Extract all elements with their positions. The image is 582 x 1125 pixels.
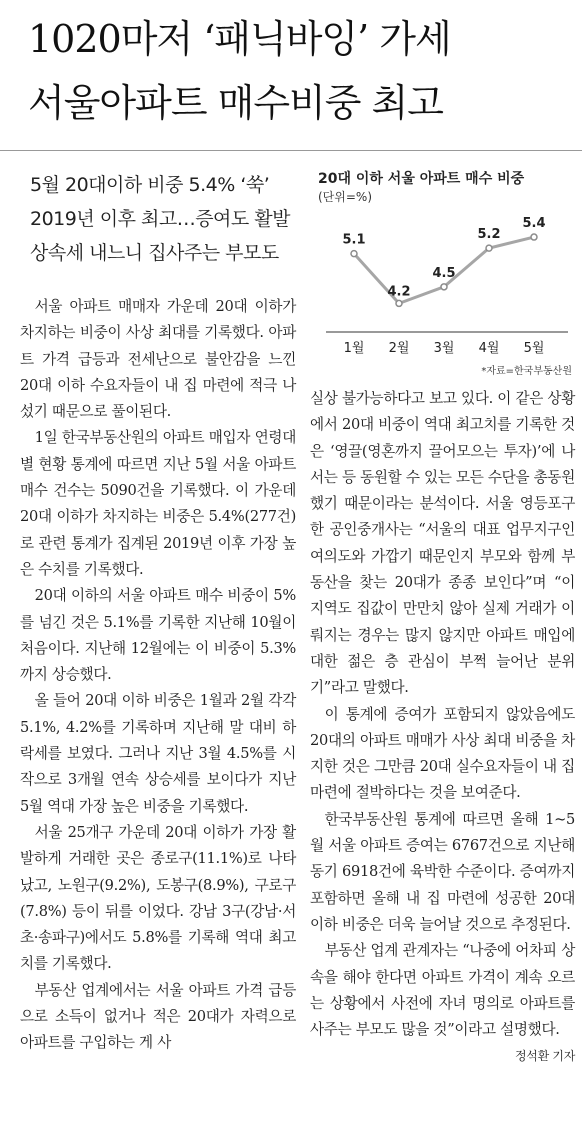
x-tick-label: 5월: [523, 341, 545, 356]
headline-line-1: 1020마저 ‘패닉바잉’ 가세: [28, 17, 451, 61]
paragraph: 한국부동산원 통계에 따르면 올해 1~5월 서울 아파트 증여는 6767건으로 지난해 동기 6918건에 육박한 수준이다. 증여까지 포함하면 올해 내 집 마련에 성공한 20대 이하 비중은 더욱 늘어날 것으로 추정된다.: [310, 810, 575, 933]
data-point: [351, 251, 357, 257]
article-body-right: [310, 386, 575, 1070]
paragraph: 부동산 업계에서는 서울 아파트 가격 급등으로 소득이 없거나 적은 20대가 자력으로 아파트를 구입하는 게 사: [20, 981, 296, 1052]
paragraph-last: [310, 938, 575, 1064]
paragraph: 서울 25개구 가운데 20대 이하가 가장 활발하게 거래한 곳은 종로구(11.1%)로 나타났고, 노원구(9.2%), 도봉구(8.9%), 구로구(7.8%) 등이 뒤를 이었다. 강남 3구(강남·서초·송파구)에서도 5.8%를 기록해 역대 최고치를 기록했다.: [20, 823, 296, 973]
paragraph: 20대 이하의 서울 아파트 매수 비중이 5%를 넘긴 것은 5.1%를 기록한 지난해 10월이 처음이다. 지난해 12월에는 이 비중이 5.3%까지 상승했다.: [20, 587, 296, 684]
chart-source: *자료=한국부동산원: [481, 366, 572, 377]
data-label: 4.5: [432, 265, 456, 281]
data-point: [486, 245, 492, 251]
x-tick-label: 3월: [433, 341, 455, 356]
headline-divider: [0, 150, 582, 151]
subheadline-line-2: 2019년 이후 최고…증여도 활발: [30, 208, 291, 230]
subheadline-line-1: 5월 20대이하 비중 5.4% ‘쑥’: [30, 174, 270, 196]
byline: 정석환 기자: [515, 1049, 575, 1064]
article-body-left: [20, 294, 296, 1057]
paragraph: 올 들어 20대 이하 비중은 1월과 2월 각각 5.1%, 4.2%를 기록하며 지난해 말 대비 하락세를 보였다. 그러나 지난 3월 4.5%를 시작으로 3개월 연속 상승세를 보이다가 지난 5월 역대 가장 높은 비중을 기록했다.: [20, 692, 296, 815]
data-point: [441, 284, 447, 290]
chart: [318, 168, 576, 380]
paragraph: 1일 한국부동산원의 아파트 매입자 연령대별 현황 통계에 따르면 지난 5월 서울 아파트 매수 건수는 5090건을 기록했다. 이 가운데 20대 이하가 차지하는 비중은 5.4%(277건)로 관련 통계가 집계된 2019년 이후 가장 높은 수치를 기록했다.: [20, 429, 296, 578]
data-label: 5.1: [342, 232, 366, 248]
headline-line-2: 서울아파트 매수비중 최고: [28, 81, 443, 125]
data-label: 5.2: [477, 227, 501, 243]
chart-unit: (단위=%): [318, 190, 373, 204]
data-point: [396, 300, 402, 306]
data-label: 5.4: [522, 216, 546, 232]
x-tick-label: 2월: [388, 341, 410, 356]
x-tick-label: 1월: [343, 341, 365, 356]
subheadline-line-3: 상속세 내느니 집사주는 부모도: [30, 242, 279, 264]
paragraph: 이 통계에 증여가 포함되지 않았음에도 20대의 아파트 매매가 사상 최대 비중을 차지한 것은 그만큼 20대 실수요자들이 내 집 마련에 절박하다는 것을 보여준다.: [310, 705, 575, 802]
chart-plot: [318, 168, 576, 380]
paragraph: 서울 아파트 매매자 가운데 20대 이하가 차지하는 비중이 사상 최대를 기록했다. 아파트 가격 급등과 전세난으로 불안감을 느낀 20대 이하 수요자들이 내 집 마련에 적극 나섰기 때문으로 풀이된다.: [20, 298, 296, 421]
data-point: [531, 234, 537, 240]
paragraph-text: 부동산 업계 관계자는 “나중에 어차피 상속을 해야 한다면 아파트 가격이 계속 오르는 상황에서 사전에 자녀 명의로 아파트를 사주는 부모도 많을 것”이라고 설명했다.: [310, 942, 575, 1039]
paragraph: 실상 불가능하다고 보고 있다. 이 같은 상황에서 20대 비중이 역대 최고치를 기록한 것은 ‘영끌(영혼까지 끌어모으는 투자)’에 나서는 등 동원할 수 있는 모든 수단을 총동원했기 때문이라는 분석이다. 서울 영등포구 한 공인중개사는 “서울의 대표 업무지구인 여의도와 가깝기 때문인지 부모와 함께 부동산을 찾는 20대가 종종 보인다”며 “이 지역도 집값이 만만치 않아 실제 거래가 이뤄지는 경우는 많지 않지만 아파트 매입에 대한 젊은 층 관심이 부쩍 늘어난 분위기”라고 말했다.: [310, 390, 575, 697]
data-label: 4.2: [387, 284, 411, 300]
chart-title: 20대 이하 서울 아파트 매수 비중: [318, 171, 525, 187]
x-tick-label: 4월: [478, 341, 500, 356]
